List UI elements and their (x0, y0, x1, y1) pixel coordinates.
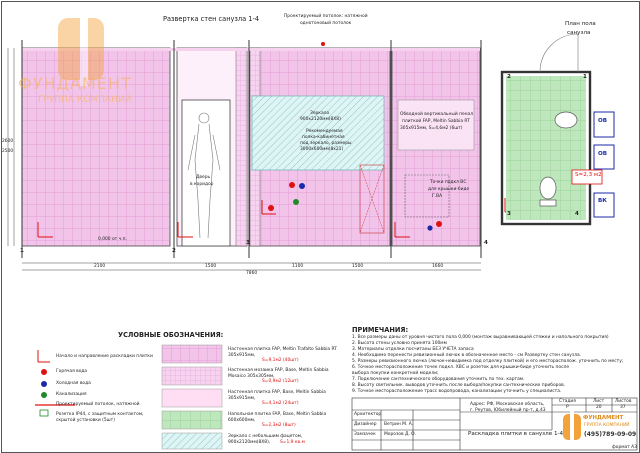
note-5: 5. Размеры ревизионного лючка (лючок-невидимка под отделку плиткой) и его месторасполож. уточнить по месту; (352, 359, 624, 364)
note-6: 6. Точное месторасположение точек подкл. ХВС и розеток для крышки-биде уточнить после (352, 365, 570, 370)
mirror-label-4: полка-кабинетная (302, 135, 345, 140)
note-7: 7. Подключение сантехнического оборудования уточнить по тех. картам. (352, 377, 525, 382)
niche-label-2: плиткой FAP, Meltin Sabbia RT (402, 119, 470, 124)
door (182, 100, 230, 246)
legend-tile-4: Напольная плитка FAP, Base, Meltin Sabbia 600x600мм, (228, 412, 327, 423)
sheet-format: формат А3 (612, 445, 637, 450)
wall-marker-3: 3 (246, 240, 250, 246)
wall-marker-1: 1 (20, 248, 24, 254)
sewer-point (293, 199, 299, 205)
legend-tile-2: Настенная мозаика FAP, Base, Meltin Sabbia Mosaico 305x305мм, (228, 368, 329, 379)
role-designer: Дизайнер (354, 422, 377, 427)
legend-item-ceiling: Проектируемый потолок, натяжной (56, 402, 140, 407)
ceiling-note-2: однотоновый потолок (300, 21, 352, 26)
ceiling-note-1: Проектируемый потолок: натяжной (284, 14, 368, 19)
legend-item-socket: Розетка IP44, с защитным контактом, скрытой установки (5шт) (56, 412, 144, 423)
mirror-label-1: Зеркало (310, 111, 330, 116)
mirror-label-3: Рекомендуемая (306, 129, 343, 134)
address-2: г. Реутов, Юбилейный пр-т, д.43 (470, 408, 546, 413)
logo-phone: (495)789-09-09 (584, 431, 637, 438)
sheet-no: 20 (596, 405, 602, 410)
legend-tile-5: Зеркало с небольшим фацетом, 900x2120мм(8Х8), (228, 434, 303, 445)
note-8: 8. Высоту светильник. выводов уточнить после выбора/покупки сантехнических приборов. (352, 383, 566, 388)
legend-tile-3-area: S=4,1м2 (24шт) (262, 401, 299, 406)
sheet-title: Развертка стен санузла 1-4 (163, 15, 260, 23)
wc-label-2: для крышки-биде (428, 187, 470, 192)
legend-tile-5-area: S=1,9 кв.м (280, 440, 305, 445)
plan-marker-4: 4 (575, 211, 579, 217)
dim-seg-5: 1660 (432, 264, 444, 269)
dim-height-sub: 2500 (2, 149, 14, 154)
area-badge: S=2,3 м2 (575, 172, 602, 178)
mirror-label-2: 900x2120мм(8Х8) (300, 117, 341, 122)
hot-water-point (289, 182, 295, 188)
name-checker: Морозов Д. О. (384, 432, 417, 437)
sheets-total: 37 (620, 405, 626, 410)
role-checker: Замзачек (354, 432, 376, 437)
legend-item-cold: Холодная вода (56, 381, 91, 386)
dim-seg-1: 2100 (94, 264, 106, 269)
logo-name-small: ФУНДАМЕНТ (583, 415, 624, 421)
note-4: 4. Необходимо перенести ревизионный лючок в обозначенное место - см Развертку стен санузла. (352, 353, 582, 358)
logo-subtitle-small: ГРУППА КОМПАНИЙ (584, 423, 630, 428)
panel-ov-2: ОВ (598, 151, 608, 157)
niche-panel (398, 100, 474, 150)
mosaic-strip-2 (236, 48, 247, 246)
cold-water-point (299, 183, 305, 189)
col-sheets: Листов (615, 399, 632, 404)
door-label-1: Дверь (196, 175, 211, 180)
wall-marker-4: 4 (484, 240, 488, 246)
dim-total: 7860 (246, 271, 258, 276)
wall-marker-2: 2 (172, 248, 176, 254)
dim-height: 2600 (2, 139, 14, 144)
plan-title-1: План пола (565, 21, 596, 27)
plan-marker-3: 3 (507, 211, 511, 217)
note-3: 3. Материалы отделки посчитаны БЕЗ УЧЕТА запаса (352, 347, 474, 352)
plan-marker-2: 2 (507, 74, 511, 80)
dim-seg-3: 1100 (292, 264, 304, 269)
legend-tile-4-area: S=2,3м2 (8шт) (262, 423, 296, 428)
niche-label-1: Обводной вертикальный пенал (400, 112, 474, 117)
notes-title: ПРИМЕЧАНИЯ: (352, 326, 409, 334)
panel-vk: ВК (598, 198, 607, 204)
logo-mark-small (563, 411, 581, 443)
note-6b: выбора покупки конкретной модели; (352, 371, 439, 376)
floor-level: 0,000 от ч.п. (98, 237, 127, 242)
col-sheet: Лист (593, 399, 605, 404)
dim-seg-2: 1500 (205, 264, 217, 269)
floor-plan (502, 34, 614, 224)
role-architect: Архитектор (354, 412, 382, 417)
name-designer: Ветрин М. А. (384, 422, 414, 427)
door-label-2: в коридор (190, 182, 214, 187)
mirror-label-5: под зеркало, размеры (300, 141, 352, 146)
note-9: 9. Точное месторасположение трасс водопровода, канализации уточнить у специалиста. (352, 389, 562, 394)
legend-item-sewer: Канализация (56, 392, 87, 397)
legend-tile-2-area: S=0,9м2 (12шт) (262, 379, 299, 384)
legend-item-start: Начало и направление раскладки плитки (56, 354, 153, 359)
dim-seg-4: 1500 (352, 264, 364, 269)
address-1: Адрес: РФ, Московская область, (470, 402, 545, 407)
doc-title: Раскладка плитки в санузле 1-4 (468, 431, 564, 437)
plan-marker-1: 1 (583, 74, 587, 80)
note-1: 1. Все размеры даны от уровня чистого пола 0,000 (монтаж выравнивающей стяжки и напольного покрытия) (352, 335, 609, 340)
mirror-label-6: 3000x600мм(8х21) (300, 147, 344, 152)
wc-label-1: Точки подкл ВС (430, 180, 467, 185)
col-stage: Стадия (559, 399, 576, 404)
panel-ov-1: ОВ (598, 118, 608, 124)
wc-label-3: Г.ВА (432, 194, 443, 199)
legend-tile-1-area: S=9,1м2 (40шт) (262, 358, 299, 363)
logo-subtitle: ГРУППА КОМПАНИЙ (38, 95, 132, 105)
plan-title-2: санузла (567, 30, 591, 36)
note-2: 2. Высота стены условно принята 100мм (352, 341, 447, 346)
niche-label-3: 305x915мм, S=4,6м2 (6шт) (400, 126, 463, 131)
legend-tile-1: Настенная плитка FAP, Meltin Trafalto Sabbia RT 305x915мм, (228, 347, 337, 358)
legend-tile-3: Настенная плитка FAP, Base, Meltin Sabbia 305x915мм, (228, 390, 326, 401)
legend-item-hot: Горячая вода (56, 369, 88, 374)
stage-value: Р (566, 405, 569, 410)
logo-name: ФУНДАМЕНТ (18, 74, 132, 93)
legend-title: УСЛОВНЫЕ ОБОЗНАЧЕНИЯ: (118, 331, 224, 339)
